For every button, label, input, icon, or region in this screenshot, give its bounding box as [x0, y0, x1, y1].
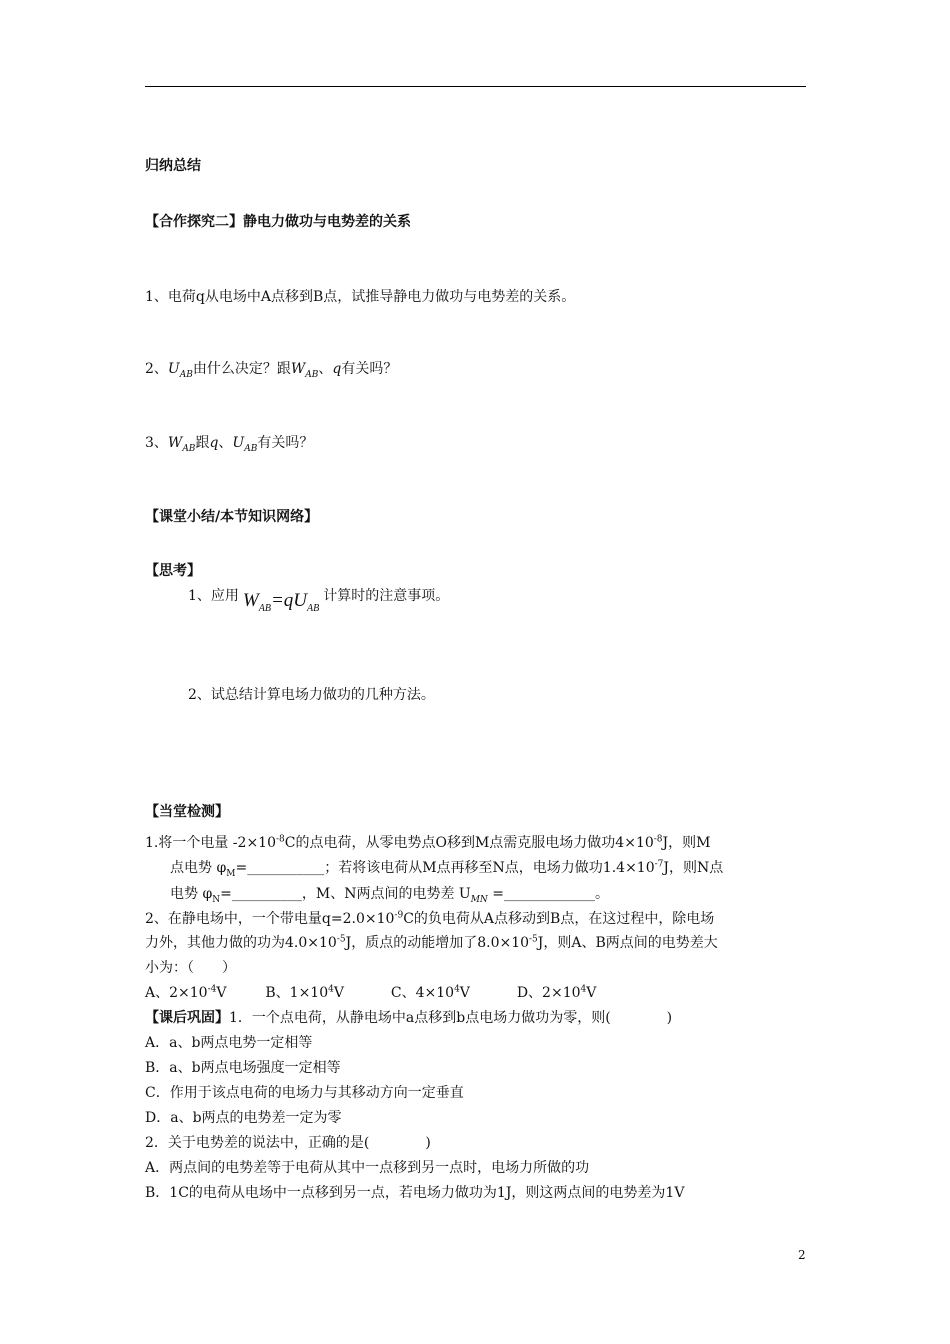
a1-option-a: A．a、b两点电势一定相等 [145, 1035, 313, 1051]
check-title: 【当堂检测】 [145, 804, 229, 820]
a2-option-a: A．两点间的电势差等于电荷从其中一点移到另一点时，电场力所做的功 [145, 1160, 590, 1176]
problem-2-line-1: 2、在静电场中，一个带电量$q=2.0\times 10^{-9}C$的负电荷从A点移动到B点，在这过程中，除电场 [145, 910, 715, 927]
option-b: B、$1\times 10^4V$ [265, 984, 344, 1001]
page-number: 2 [798, 1248, 806, 1262]
after-class-title: 【课后巩固】 [145, 1010, 229, 1026]
think-1: 1、应用 $W_{AB}=qU_{AB}$计算时的注意事项。 [188, 588, 450, 614]
header-rule [145, 86, 806, 87]
problem-1-line-2: 点电势 $\varphi_M=\_\_\_\_\_\_\_\_\_\_\_$；若将该电荷从M点再移至N点，电场力做功$1.4\times 10^{-7}J$，则N点 [170, 859, 724, 879]
formula-w-equals-qu: $W_{AB}=qU_{AB}$ [242, 590, 320, 614]
class-summary-title: 【课堂小结/本节知识网络】 [145, 509, 319, 525]
problem-1-line-3: 电势 $\varphi_N=\_\_\_\_\_\_\_\_\_\_$，M、N两点间的电势差 $U_{MN}$ =_____________。 [170, 886, 609, 905]
problem-2-options [145, 983, 596, 1003]
summary-heading: 归纳总结 [145, 158, 201, 174]
question-2: 2、$U_{AB}$由什么决定？跟$W_{AB}$、q有关吗？ [145, 361, 398, 380]
a1-option-d: D．a、b两点的电势差一定为零 [145, 1110, 342, 1126]
a2-option-b: B．1C的电荷从电场中一点移到另一点，若电场力做功为1J，则这两点间的电势差为1V [145, 1185, 685, 1201]
option-a: A、$2\times 10^{-4}V$ [145, 984, 227, 1001]
problem-1-line-1: 1.将一个电量 $-2\times 10^{-8}C$的点电荷，从零电势点O移到M点需克服电场力做功$4\times 10^{-8}J$，则M [145, 834, 711, 851]
think-title: 【思考】 [145, 563, 201, 579]
a1-option-b: B．a、b两点电场强度一定相等 [145, 1060, 341, 1076]
after-class-q2: 2．关于电势差的说法中，正确的是( ) [145, 1135, 431, 1151]
option-d: D、$2\times 10^4V$ [516, 984, 597, 1001]
after-class-q1: 【课后巩固】1．一个点电荷，从静电场中a点移到b点电场力做功为零，则( ) [145, 1010, 673, 1026]
a1-option-c: C．作用于该点电荷的电场力与其移动方向一定垂直 [145, 1085, 464, 1101]
think-2: 2、试总结计算电场力做功的几种方法。 [188, 687, 435, 703]
problem-2-line-2: 力外，其他力做的功为$4.0\times 10^{-5}J$，质点的动能增加了$8.0\times 10^{-5}J$，则A、B两点间的电势差大 [145, 934, 718, 951]
question-1: 1、电荷q从电场中A点移到B点，试推导静电力做功与电势差的关系。 [145, 289, 576, 305]
question-3: 3、$W_{AB}$跟q、$U_{AB}$有关吗？ [145, 435, 314, 454]
option-c: C、$4\times 10^4V$ [390, 984, 470, 1001]
section2-title: 【合作探究二】静电力做功与电势差的关系 [145, 214, 411, 230]
problem-2-line-3: 小为：（ ） [145, 960, 236, 976]
